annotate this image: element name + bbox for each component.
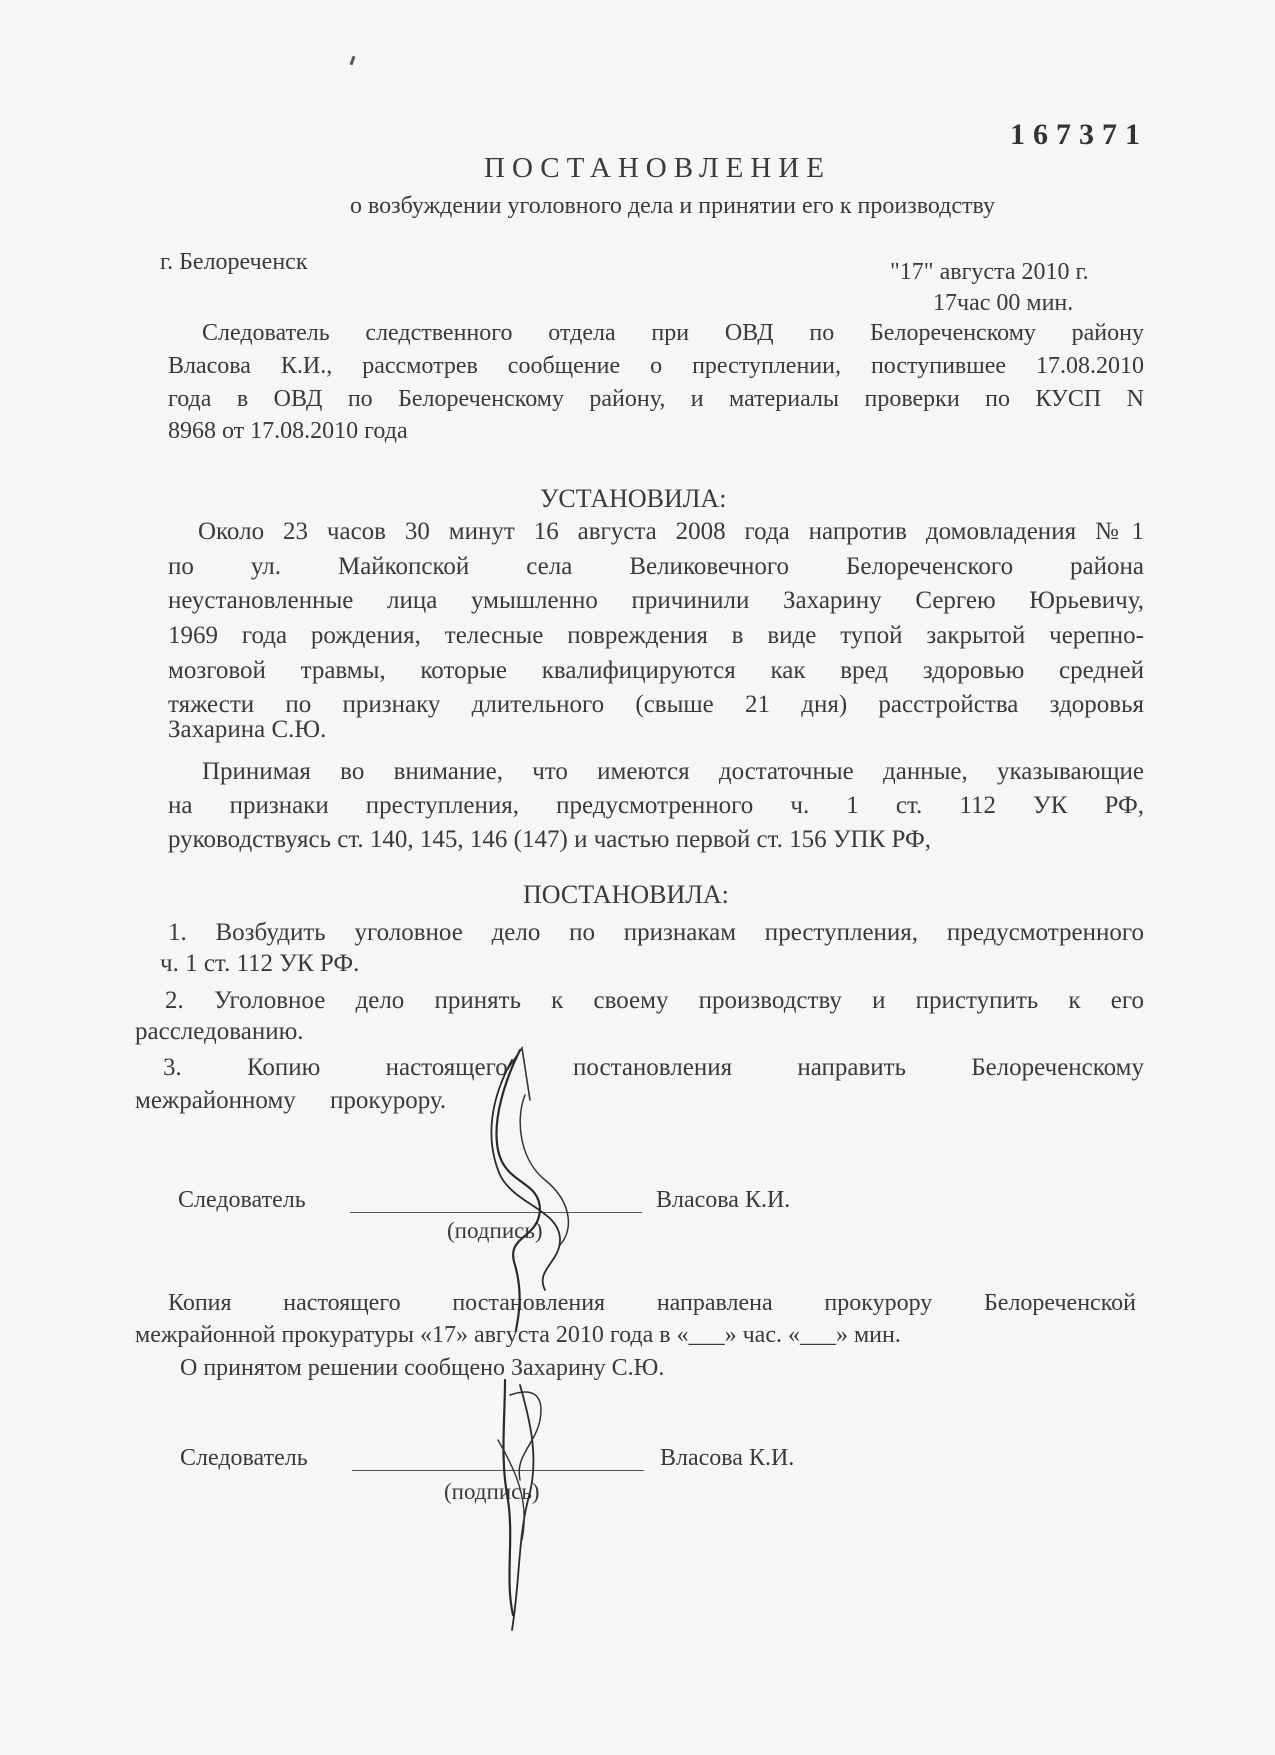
document-subtitle: о возбуждении уголовного дела и принятии его к производству	[349, 193, 996, 219]
signature-2-line	[352, 1450, 644, 1471]
resolved-line: 2. Уголовное дело принять к своему производству и приступить к его	[165, 987, 1144, 1014]
signature-1-caption: (подпись)	[447, 1218, 543, 1243]
city: г. Белореченск	[160, 249, 308, 275]
considering-line: руководствуясь ст. 140, 145, 146 (147) и частью первой ст. 156 УПК РФ,	[168, 826, 932, 853]
document-number: 167371	[1010, 118, 1148, 151]
stray-mark	[350, 56, 356, 65]
resolved-line: 3. Копию настоящего постановления направить Белореченскому	[163, 1054, 1144, 1081]
date: "17" августа 2010 г.	[890, 259, 1089, 285]
copy-line: О принятом решении сообщено Захарину С.Ю.	[180, 1355, 665, 1381]
signature-2-name: Власова К.И.	[660, 1445, 795, 1471]
intro-line: года в ОВД по Белореченскому району, и материалы проверки по КУСП N	[168, 386, 1144, 412]
document-title: ПОСТАНОВЛЕНИЕ	[484, 152, 831, 184]
established-line: Захарина С.Ю.	[168, 716, 327, 743]
established-line: по ул. Майкопской села Великовечного Белореченского района	[168, 553, 1144, 580]
copy-line: межрайонной прокуратуры «17» августа 2010 года в «___» час. «___» мин.	[135, 1322, 901, 1348]
established-line: неустановленные лица умышленно причинили Захарину Сергею Юрьевичу,	[168, 587, 1144, 614]
intro-line: Следователь следственного отдела при ОВД по Белореченскому району	[202, 320, 1144, 346]
established-line: 1969 года рождения, телесные повреждения в виде тупой закрытой черепно-	[168, 622, 1144, 649]
signature-1-name: Власова К.И.	[656, 1187, 791, 1213]
considering-line: на признаки преступления, предусмотренного ч. 1 ст. 112 УК РФ,	[168, 792, 1144, 819]
resolved-line: расследованию.	[135, 1018, 304, 1045]
resolved-line: 1. Возбудить уголовное дело по признакам преступления, предусмотренного	[168, 919, 1144, 946]
established-line: тяжести по признаку длительного (свыше 21 дня) расстройства здоровья	[168, 691, 1144, 718]
resolved-line: ч. 1 ст. 112 УК РФ.	[160, 950, 360, 977]
signature-2-caption: (подпись)	[444, 1479, 540, 1504]
resolved-line: межрайонному прокурору.	[135, 1087, 447, 1114]
intro-line: Власова К.И., рассмотрев сообщение о преступлении, поступившее 17.08.2010	[168, 353, 1144, 379]
signature-1-line	[350, 1192, 642, 1213]
established-line: мозговой травмы, которые квалифицируются как вред здоровью средней	[168, 657, 1144, 684]
signature-2-role: Следователь	[180, 1445, 308, 1471]
intro-line: 8968 от 17.08.2010 года	[168, 418, 408, 444]
established-line: Около 23 часов 30 минут 16 августа 2008 года напротив домовладения №1	[198, 518, 1144, 545]
considering-line: Принимая во внимание, что имеются достаточные данные, указывающие	[202, 758, 1144, 785]
established-heading: УСТАНОВИЛА:	[540, 484, 727, 513]
time: 17час 00 мин.	[933, 290, 1074, 316]
signature-1-role: Следователь	[178, 1187, 306, 1213]
resolved-heading: ПОСТАНОВИЛА:	[523, 880, 729, 909]
copy-line: Копия настоящего постановления направлена прокурору Белореченской	[168, 1290, 1136, 1316]
